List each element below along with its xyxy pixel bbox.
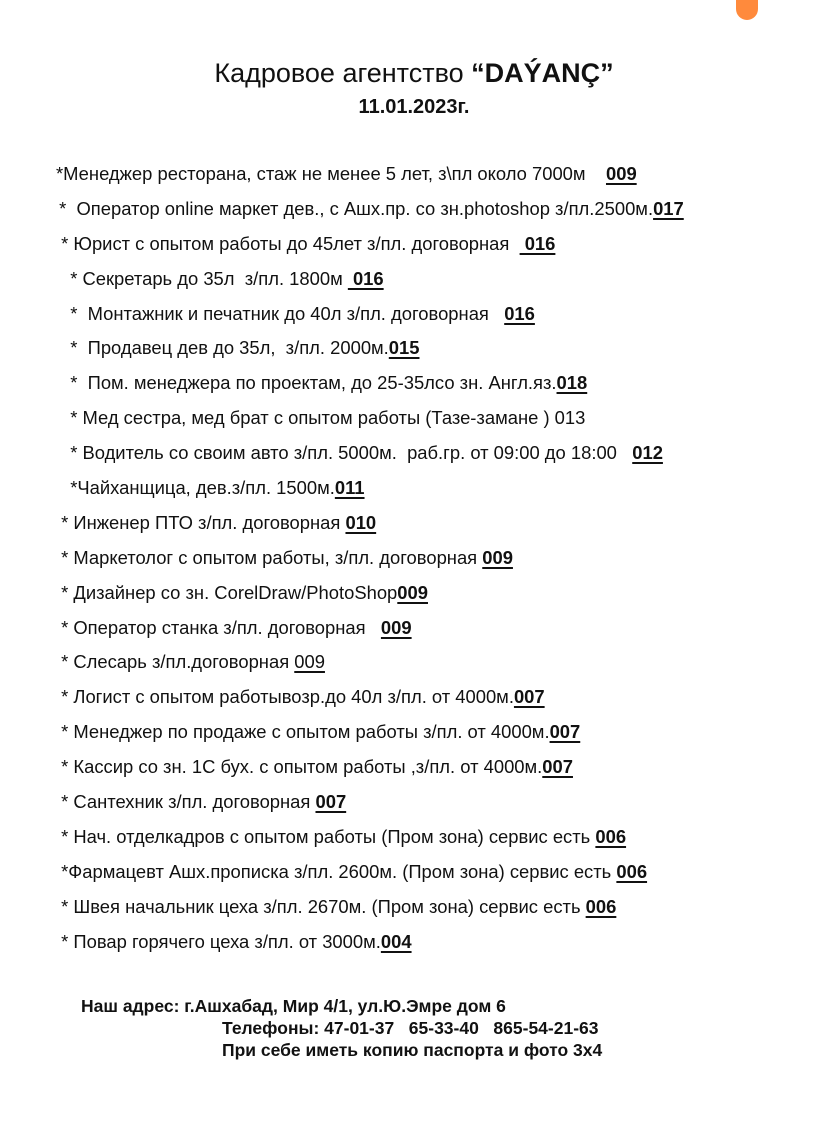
vacancy-row bbox=[0, 192, 828, 227]
phones-line: Телефоны: 47-01-37 65-33-40 865-54-21-63 bbox=[222, 1018, 599, 1038]
vacancy-code: 012 bbox=[632, 442, 663, 464]
vacancy-text: * Слесарь з/пл.договорная bbox=[56, 651, 295, 673]
vacancy-code: 009 bbox=[605, 163, 637, 184]
vacancy-text: * Дизайнер со зн. CorelDraw/PhotoShop bbox=[56, 581, 398, 603]
vacancy-row bbox=[0, 680, 828, 715]
vacancy-row bbox=[0, 471, 828, 506]
vacancy-row bbox=[0, 715, 828, 750]
vacancy-code: 007 bbox=[549, 721, 581, 743]
vacancy-row bbox=[0, 506, 828, 541]
vacancy-code: 009 bbox=[380, 616, 412, 638]
vacancy-row bbox=[0, 855, 828, 890]
vacancy-row bbox=[0, 227, 828, 262]
vacancy-row bbox=[0, 541, 828, 576]
vacancy-text: * Кассир со зн. 1С бух. с опытом работы ,з/пл. от 4000м. bbox=[56, 756, 543, 778]
vacancy-text: * Пом. менеджера по проектам, до 25-35лсо зн. Англ.яз. bbox=[60, 372, 557, 394]
vacancy-text: * Маркетолог с опытом работы, з/пл. договорная bbox=[56, 546, 483, 568]
vacancy-row bbox=[0, 925, 828, 960]
agency-brand-name: “DAÝANÇ” bbox=[471, 58, 614, 88]
vacancy-code: 006 bbox=[595, 825, 627, 847]
vacancy-text: *Менеджер ресторана, стаж не менее 5 лет, з\пл около 7000м bbox=[56, 163, 606, 184]
vacancy-code: 007 bbox=[542, 756, 573, 778]
vacancy-text: *Чайханщица, дев.з/пл. 1500м. bbox=[60, 477, 335, 499]
vacancy-code: 006 bbox=[585, 895, 617, 917]
vacancy-row bbox=[0, 436, 828, 471]
vacancy-row bbox=[0, 820, 828, 855]
vacancy-code: 015 bbox=[388, 337, 420, 359]
vacancy-code: 010 bbox=[345, 511, 377, 533]
vacancy-code: 016 bbox=[519, 232, 556, 254]
page-title bbox=[0, 56, 828, 90]
vacancy-code: 016 bbox=[504, 302, 535, 324]
vacancy-text: * Повар горячего цеха з/пл. от 3000м. bbox=[56, 930, 381, 952]
vacancy-code: 004 bbox=[380, 930, 412, 952]
vacancy-row bbox=[0, 785, 828, 820]
vacancy-text: * Водитель со своим авто з/пл. 5000м. раб.гр. от 09:00 до 18:00 bbox=[60, 442, 633, 464]
vacancy-text: * Сантехник з/пл. договорная bbox=[56, 791, 316, 813]
vacancy-code: 009 bbox=[482, 546, 513, 568]
vacancy-code: 018 bbox=[556, 372, 588, 394]
vacancy-text: * Монтажник и печатник до 40л з/пл. договорная bbox=[60, 302, 505, 324]
address-line: Наш адрес: г.Ашхабад, Мир 4/1, ул.Ю.Эмре дом 6 bbox=[81, 996, 506, 1016]
vacancy-text: * Менеджер по продаже с опытом работы з/пл. от 4000м. bbox=[56, 721, 550, 743]
documents-note: При себе иметь копию паспорта и фото 3х4 bbox=[222, 1040, 603, 1060]
vacancy-row bbox=[0, 611, 828, 646]
vacancy-code: 016 bbox=[347, 267, 384, 289]
vacancy-code: 007 bbox=[315, 791, 347, 813]
vacancy-code: 017 bbox=[653, 197, 684, 219]
vacancy-text: * Оператор online маркет дев., с Ашх.пр. со зн.photoshop з/пл.2500м. bbox=[54, 197, 654, 219]
title-prefix: Кадровое агентство bbox=[214, 58, 472, 88]
vacancy-text: *Фармацевт Ашх.прописка з/пл. 2600м. (Пром зона) сервис есть bbox=[56, 860, 617, 882]
vacancy-code: 009 bbox=[397, 581, 428, 603]
vacancy-text: * Секретарь до 35л з/пл. 1800м bbox=[60, 267, 348, 289]
vacancy-code: 007 bbox=[513, 686, 545, 708]
vacancy-text: * Продавец дев до 35л, з/пл. 2000м. bbox=[60, 337, 389, 359]
vacancy-text: * Швея начальник цеха з/пл. 2670м. (Пром зона) сервис есть bbox=[56, 895, 586, 917]
vacancy-row bbox=[0, 331, 828, 366]
vacancy-code: 011 bbox=[334, 477, 365, 499]
vacancy-row bbox=[0, 890, 828, 925]
vacancy-row bbox=[0, 750, 828, 785]
vacancy-text: * Мед сестра, мед брат с опытом работы (Тазе-замане ) 013 bbox=[60, 407, 586, 429]
vacancy-code: 009 bbox=[294, 651, 325, 673]
vacancy-row bbox=[0, 576, 828, 611]
vacancy-text: * Оператор станка з/пл. договорная bbox=[56, 616, 381, 638]
vacancy-row bbox=[0, 366, 828, 401]
vacancy-row bbox=[0, 645, 828, 680]
vacancy-row bbox=[0, 157, 828, 192]
vacancy-row bbox=[0, 262, 828, 297]
vacancy-text: * Логист с опытом работывозр.до 40л з/пл. от 4000м. bbox=[56, 686, 514, 708]
vacancy-text: * Инженер ПТО з/пл. договорная bbox=[56, 511, 346, 533]
vacancy-row bbox=[0, 297, 828, 332]
vacancy-code: 006 bbox=[616, 860, 648, 882]
vacancy-list bbox=[0, 157, 828, 959]
document-date: 11.01.2023г. bbox=[358, 96, 470, 118]
scroll-indicator[interactable] bbox=[736, 0, 758, 20]
vacancy-row bbox=[0, 401, 828, 436]
vacancy-text: * Юрист с опытом работы до 45лет з/пл. договорная bbox=[56, 232, 520, 254]
vacancy-text: * Нач. отделкадров с опытом работы (Пром зона) сервис есть bbox=[56, 825, 596, 847]
